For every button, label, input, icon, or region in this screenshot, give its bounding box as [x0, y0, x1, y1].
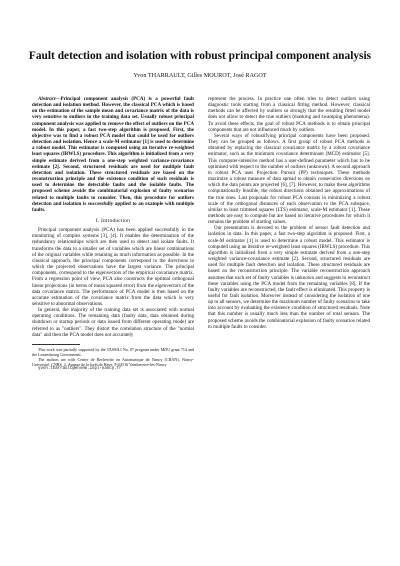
- author-email: yvon.tharrault@ensem.inpl-nancy.fr: [38, 366, 122, 371]
- intro-paragraph-1: Principal component analysis (PCA) has been applied successfully in the monitoring of complex systems [3], [4]. It enables the determination of the redundancy relationships which are then used to detect and isolate faults. It transforms the data to a smaller set of variables which are linear combinations of the original variables while retaining as much information as possible. In the classical approach, the principal components correspond to the directions in which the projected observations have the largest variance. The principal components, correspond to the eigenvectors of the empirical covariance matrix. From a regression point of view, PCA also constructs the optimal orthogonal linear projections (in terms of mean squared error) from the eigenvectors of the data covariance matrix. The performance of PCA model is then based on the accurate estimation of the covariance matrix from the data which is very sensitive to abnormal observations.: [32, 227, 194, 307]
- right-column: [208, 96, 370, 330]
- footnote-affiliation: The authors are with Centre de Recherche en Automatique de Nancy (CRAN), Nancy-Université, CNRS, 2, Avenue de la forêt de Haye, F-54516 Vandoeuvre-lès-Nancy: [32, 356, 194, 367]
- left-column: [32, 96, 194, 372]
- intro-paragraph-2: In general, the majority of the training data set is associated with normal operating conditions. The remaining data (faulty data, data obtained during shutdown or startup periods or data issued from different operating mode) are referred to as "outliers". They distort the correlation structure of the "normal data" and then the PCA model does not accurately: [32, 307, 194, 338]
- body-paragraph-2: Several ways of robustifying principal components have been proposed. They can be grouped as follows. A first group of robust PCA methods is obtained by replacing the classical covariance matrix by a robust covariance estimator, such as the minimum covariance determinant (MCD) estimator [5]. This computer-intensive method has a user-defined parameter which has to be optimised with respect to the number of outliers (unknown). A second approach to robust PCA uses Projection Pursuit (PP) techniques. These methods maximize a robust measure of data spread to obtain consecutive directions on which the data points are projected [6], [7]. However, to make these algorithms computationally feasible, the robust directions obtained are approximations of the true ones. Last proposals for robust PCA consists in minimizing a robust scale of the orthogonal distances of each observation to the PCA subspace, similar to least trimmed squares (LTS) estimator, scale-M estimator [1]. These methods are easy to compute but are based on iterative procedures for which it remains the problem of starting values.: [208, 132, 370, 226]
- abstract-text: Principal component analysis (PCA) is a powerful fault detection and isolation method. However, the classical PCA which is based on the estimation of the sample mean and covariance matrix of the data is very sensitive to outliers in the training data set. Usually robust principal component analysis was applied to remove the effect of outliers on the PCA model. In this paper, a fast two-step algorithm is proposed. First, the objective was to find a robust PCA model that could be used for outliers detection and isolation. Hence a scale-M estimator [1] is used to determine a robust model. This estimator is computed using an iterative re-weighted least squares (IRWLS) procedure. This algorithm is initialized from a very simple estimate derived from a one-step weighted variance-covariance estimate [2]. Second, structured residuals are used for multiple fault detection and isolation. These structured residuals are based on the reconstruction principle and the existence condition of such residuals is used to determine the detectable faults and the isolable faults. The proposed scheme avoids the combinatorial explosion of faulty scenarios related to multiple faults to consider. Then, this procedure for outliers detection and isolation is successfully applied to an example with multiple faults.: [32, 96, 194, 213]
- abstract-label: Abstract—: [38, 96, 61, 102]
- footnote-divider: [32, 344, 80, 345]
- footnote-funding: This work was partially supported by the TASSILI No. 07 program under MDU grant 714 and the Luxembourg Government.: [32, 346, 194, 357]
- paper-title: Fault detection and isolation with robust principal component analysis: [28, 50, 372, 62]
- author-list: Yvon THARRAULT, Gilles MOUROT, José RAGOT: [133, 72, 267, 79]
- section-heading-introduction: I. Introduction: [95, 217, 131, 224]
- body-paragraph-1: represent the process. In practice one often tries to detect outliers using diagnostic tools starting from a classical fitting method. However, classical methods can be affected by outliers so strongly that the resulting fitted model does not allow to detect the true outliers (masking and swamping phenomena). To avoid these effects, the goal of robust PCA methods is to obtain principal components that are not influenced much by outliers.: [208, 96, 370, 133]
- body-paragraph-3: Our presentation is devoted to the problem of sensor fault detection and isolation in data. In this paper, a fast two-step algorithm is proposed. First, a scale-M estimator [1] is used to determine a robust model. This estimator is computed using an iterative re-weighted least squares (IRWLS) procedure. This algorithm is initialized from a very simple estimate derived from a one-step weighted variance-covariance estimate [2]. Second, structured residuals are used for multiple fault detection and isolation. These structured residuals are based on the reconstruction principle. The variable reconstruction approach assumes that each set of faulty variables is unknown and suggests to reconstruct these variables using the PCA model from the remaining variables [8]. If the faulty variables are reconstructed, the fault effect is eliminated. This property is useful for fault isolation. Moreover instead of considering the isolation of one up to all sensors, we determine the maximum number of faulty scenarios to take into account by evaluating the existence condition of structured residuals. Note that this number is usually much less than the number of total sensors. The proposed scheme avoids the combinatorial explosion of faulty scenarios related to multiple faults to consider.: [208, 225, 370, 330]
- abstract: [32, 96, 194, 213]
